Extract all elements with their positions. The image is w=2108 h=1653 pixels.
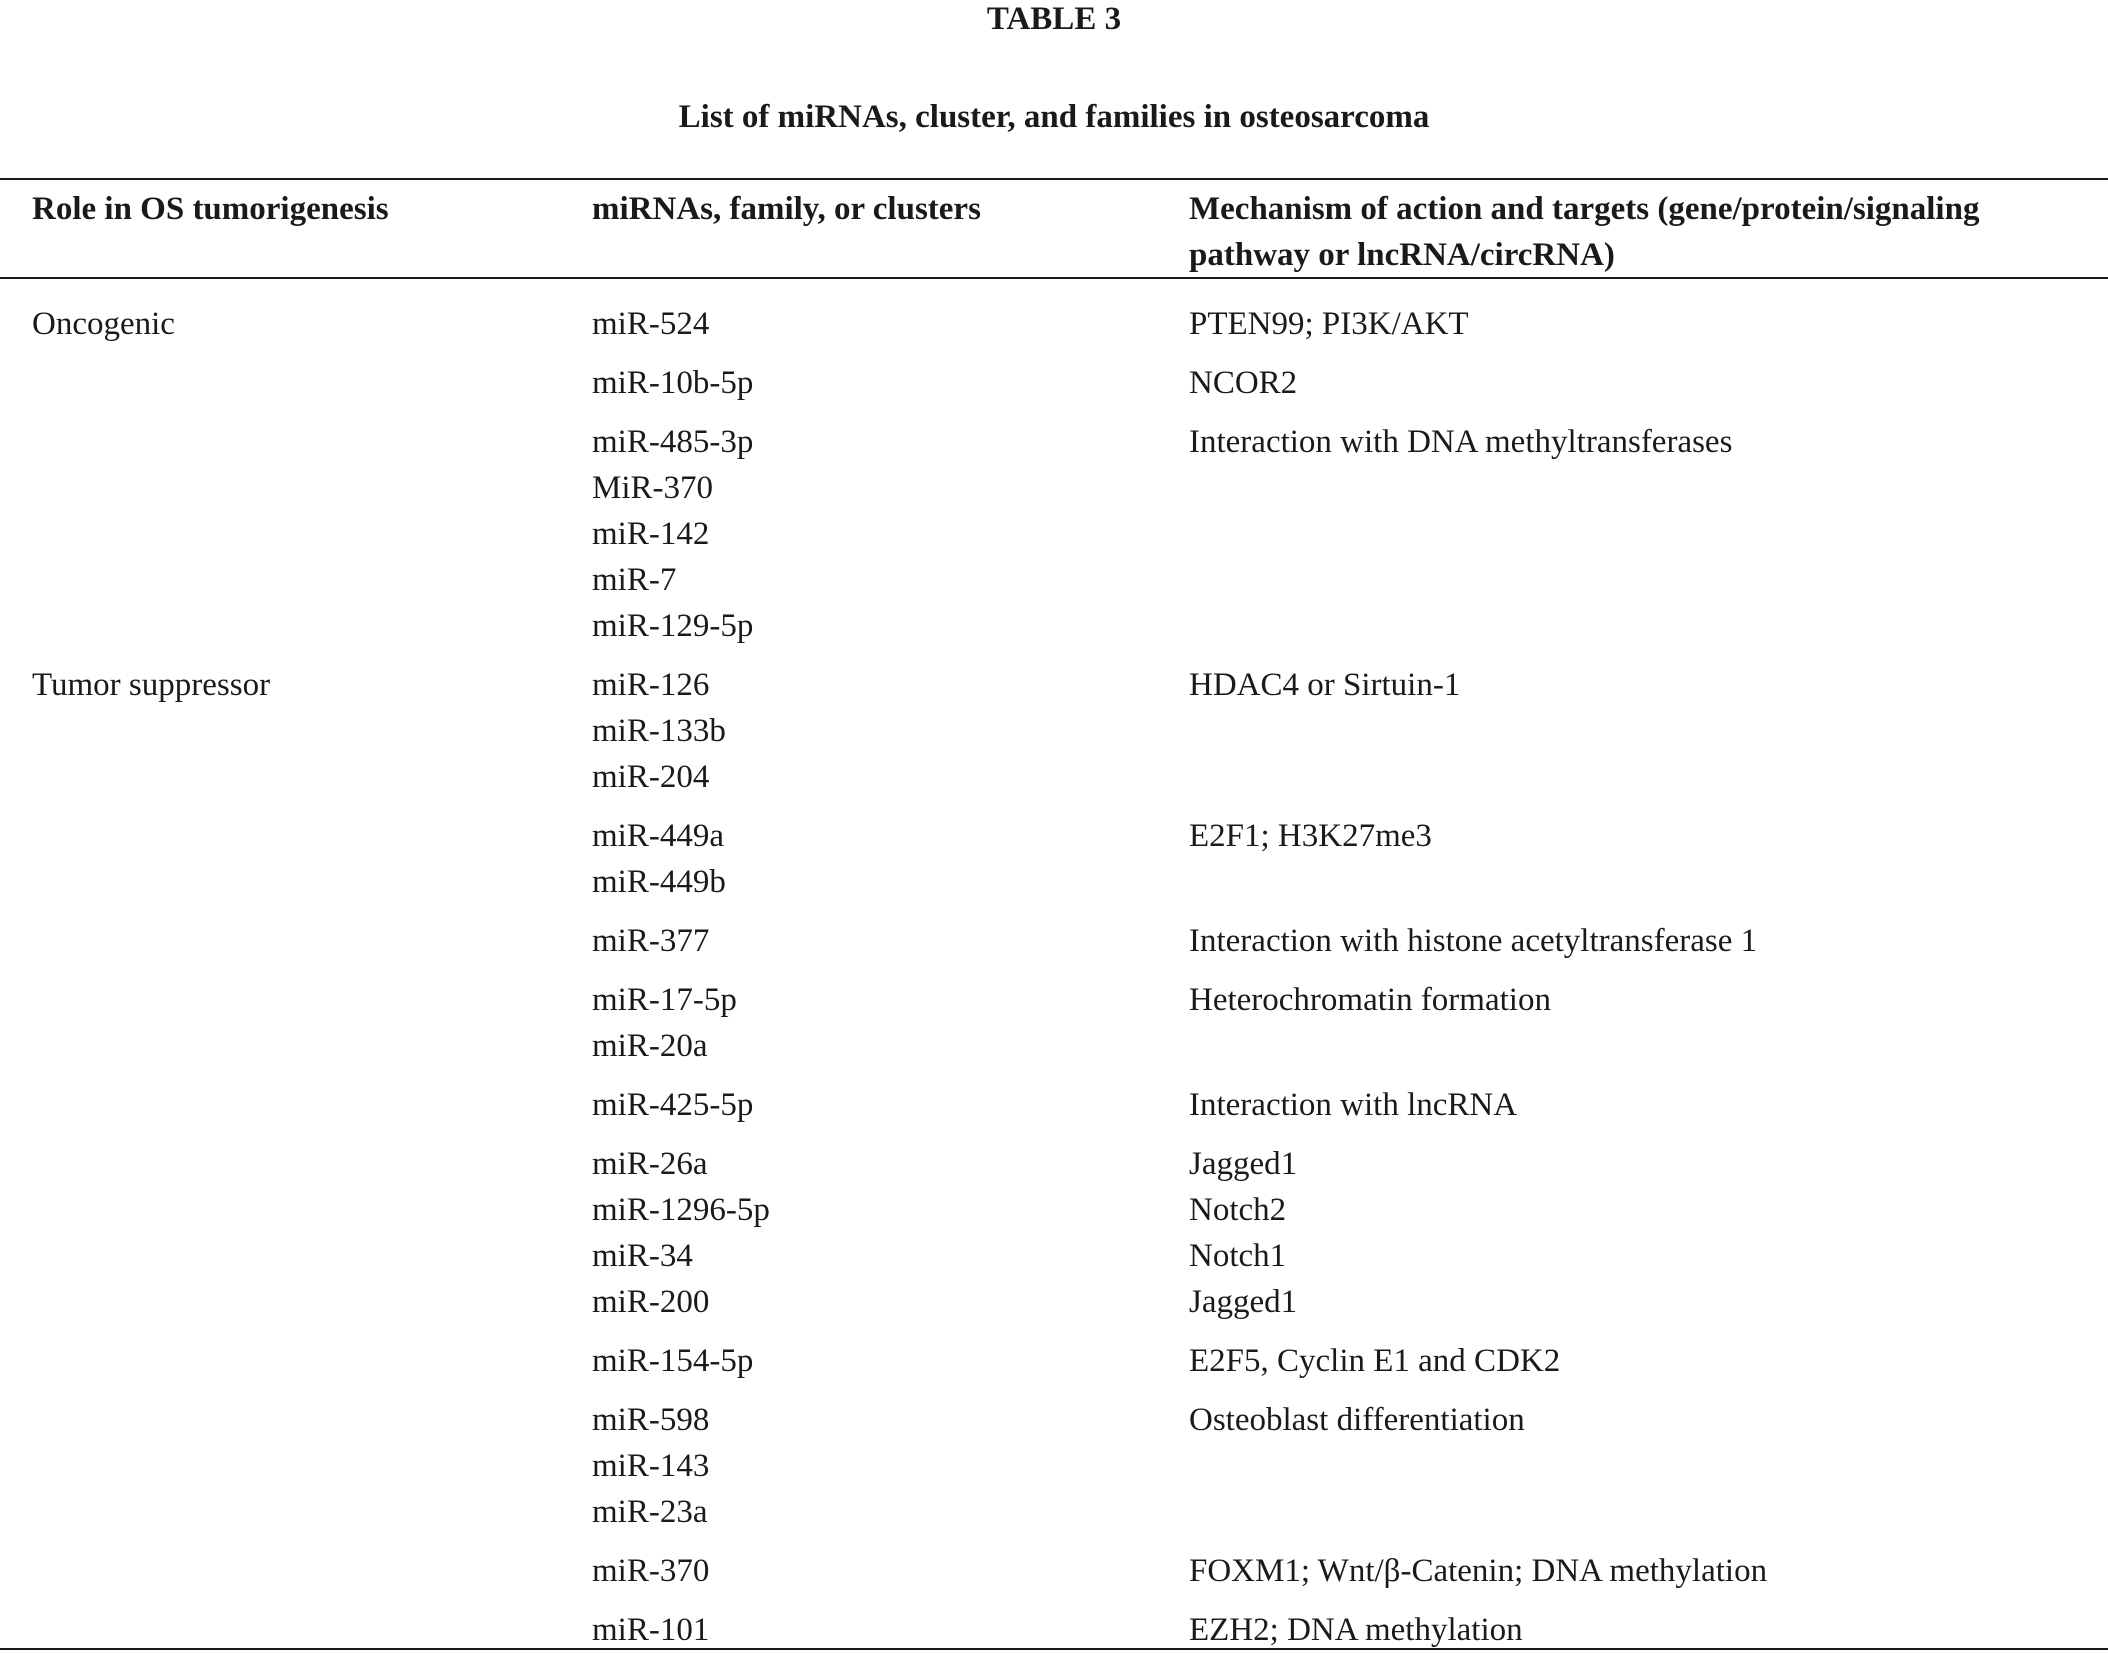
mirna-cell: miR-20a — [592, 1028, 708, 1064]
mirna-cell: miR-598 — [592, 1402, 710, 1438]
mirna-cell: miR-26a — [592, 1146, 708, 1182]
mirna-cell: miR-126 — [592, 667, 710, 703]
mechanism-cell: HDAC4 or Sirtuin-1 — [1189, 667, 1461, 703]
mechanism-cell: Notch2 — [1189, 1192, 1287, 1228]
mechanism-cell: PTEN99; PI3K/AKT — [1189, 306, 1469, 342]
mirna-cell: miR-34 — [592, 1238, 693, 1274]
mirna-cell: miR-449a — [592, 818, 724, 854]
mirna-cell: miR-143 — [592, 1448, 710, 1484]
mirna-cell: miR-449b — [592, 864, 726, 900]
mirna-cell: miR-524 — [592, 306, 710, 342]
mechanism-cell: Interaction with lncRNA — [1189, 1087, 1518, 1123]
mirna-cell: miR-17-5p — [592, 982, 737, 1018]
mirna-cell: miR-142 — [592, 516, 710, 552]
mechanism-cell: E2F1; H3K27me3 — [1189, 818, 1432, 854]
table-label: TABLE 3 — [986, 1, 1122, 37]
mechanism-cell: Interaction with DNA methyltransferases — [1189, 424, 1733, 460]
mirna-cell: miR-200 — [592, 1284, 710, 1320]
mechanism-cell: Interaction with histone acetyltransferase 1 — [1189, 923, 1758, 959]
header-rule — [0, 277, 2108, 279]
mirna-cell: miR-377 — [592, 923, 710, 959]
role-cell: Oncogenic — [32, 306, 175, 342]
mechanism-cell: FOXM1; Wnt/β-Catenin; DNA methylation — [1189, 1553, 1768, 1589]
mirna-cell: miR-1296-5p — [592, 1192, 770, 1228]
mechanism-cell: Notch1 — [1189, 1238, 1287, 1274]
header-mirnas: miRNAs, family, or clusters — [592, 191, 981, 227]
mechanism-cell: Jagged1 — [1189, 1146, 1298, 1182]
mechanism-cell: Osteoblast differentiation — [1189, 1402, 1525, 1438]
mirna-cell: MiR-370 — [592, 470, 714, 506]
mirna-cell: miR-204 — [592, 759, 710, 795]
header-mechanism: Mechanism of action and targets (gene/protein/signaling pathway or lncRNA/circRNA) — [1189, 191, 1980, 273]
mirna-cell: miR-101 — [592, 1612, 710, 1648]
mirna-cell: miR-425-5p — [592, 1087, 754, 1123]
mechanism-cell: NCOR2 — [1189, 365, 1298, 401]
header-role: Role in OS tumorigenesis — [32, 191, 389, 227]
mirna-cell: miR-10b-5p — [592, 365, 754, 401]
mirna-cell: miR-370 — [592, 1553, 710, 1589]
mechanism-cell: Jagged1 — [1189, 1284, 1298, 1320]
mirna-cell: miR-129-5p — [592, 608, 754, 644]
mirna-cell: miR-23a — [592, 1494, 708, 1530]
mechanism-cell: EZH2; DNA methylation — [1189, 1612, 1523, 1648]
top-rule — [0, 178, 2108, 180]
mirna-cell: miR-485-3p — [592, 424, 754, 460]
bottom-rule — [0, 1648, 2108, 1650]
table-title: List of miRNAs, cluster, and families in osteosarcoma — [678, 99, 1430, 135]
mechanism-cell: Heterochromatin formation — [1189, 982, 1551, 1018]
mirna-cell: miR-154-5p — [592, 1343, 754, 1379]
mirna-cell: miR-133b — [592, 713, 726, 749]
mirna-cell: miR-7 — [592, 562, 677, 598]
mechanism-cell: E2F5, Cyclin E1 and CDK2 — [1189, 1343, 1561, 1379]
role-cell: Tumor suppressor — [32, 667, 271, 703]
